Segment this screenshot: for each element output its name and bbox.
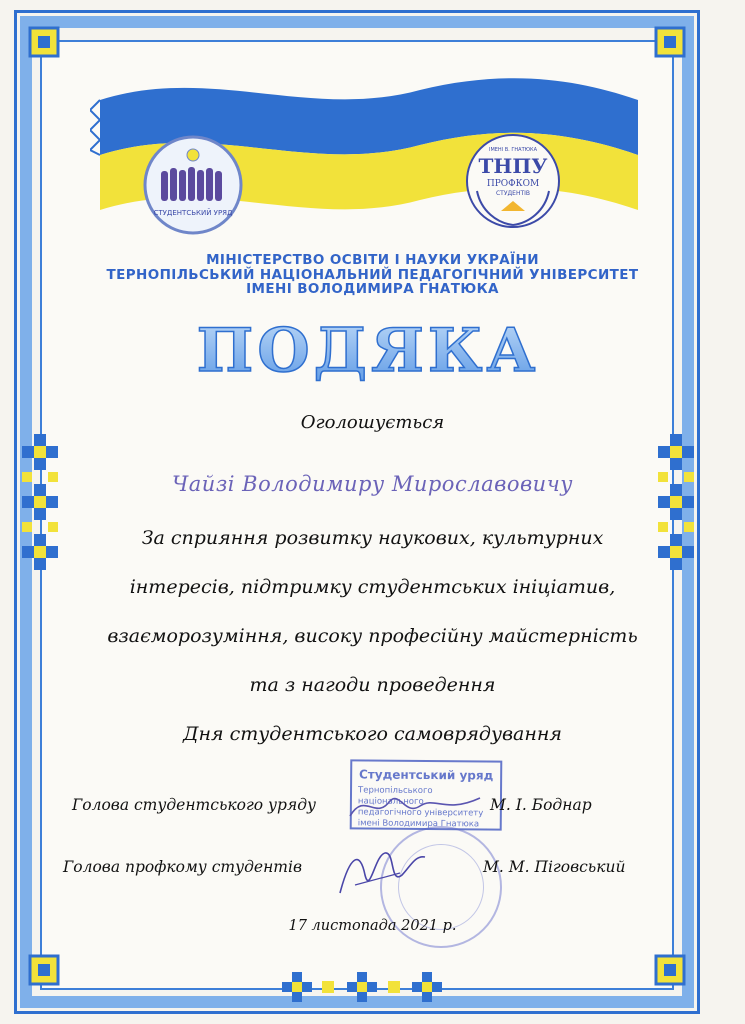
bottom-embroidery-ornament	[282, 966, 442, 1006]
signatory-role-2: Голова профкому студентів	[63, 858, 302, 876]
tnpu-logo-text: ТНПУ	[478, 154, 548, 178]
gratitude-line: взаєморозуміння, високу професійну майстерність	[107, 625, 638, 647]
tnpu-trade-union-logo	[463, 131, 563, 231]
svg-text:ПРОФКОМ: ПРОФКОМ	[486, 179, 540, 189]
handwritten-signature-1	[345, 786, 485, 826]
corner-ornament-top-right	[652, 24, 688, 60]
svg-text:СТУДЕНТІВ: СТУДЕНТІВ	[495, 190, 531, 197]
signatory-name-1: М. І. Боднар	[490, 796, 592, 814]
issue-date: 17 листопада 2021 р.	[288, 918, 457, 934]
corner-ornament-top-left	[26, 24, 62, 60]
university-line: ТЕРНОПІЛЬСЬКИЙ НАЦІОНАЛЬНИЙ ПЕДАГОГІЧНИЙ УНІВЕРСИТЕТ	[106, 266, 639, 283]
corner-ornament-bottom-right	[652, 952, 688, 988]
stamp-title: Студентський уряд	[358, 767, 494, 783]
university-name-line: ІМЕНІ ВОЛОДИМИРА ГНАТЮКА	[246, 281, 499, 297]
signatory-role-1: Голова студентського уряду	[72, 796, 317, 814]
announce-text: Оголошується	[300, 412, 445, 433]
ministry-line: МІНІСТЕРСТВО ОСВІТИ І НАУКИ УКРАЇНИ	[206, 252, 539, 268]
gratitude-text	[0, 526, 745, 771]
recipient-name: Чайзі Володимиру Мирославовичу	[172, 472, 573, 496]
institution-header	[0, 253, 745, 297]
student-government-logo	[143, 135, 243, 235]
student-government-stamp: Студентський уряд Тернопільського національного педагогічного університету імені Володимира Гнатюка	[350, 759, 503, 830]
certificate-title	[178, 315, 558, 385]
student-government-logo-caption: СТУДЕНТСЬКИЙ УРЯД	[153, 209, 233, 217]
svg-text:ІМЕНІ В. ГНАТЮКА: ІМЕНІ В. ГНАТЮКА	[488, 147, 538, 153]
gratitude-line: та з нагоди проведення	[249, 674, 496, 696]
gratitude-line: Дня студентського самоврядування	[183, 723, 562, 745]
title-text: ПОДЯКА	[196, 316, 540, 385]
corner-ornament-bottom-left	[26, 952, 62, 988]
handwritten-signature-2	[330, 845, 430, 900]
gratitude-line: інтересів, підтримку студентських ініціатив,	[129, 576, 616, 598]
gratitude-line: За сприяння розвитку наукових, культурних	[141, 527, 604, 549]
signatory-name-2: М. М. Піговський	[483, 858, 626, 876]
